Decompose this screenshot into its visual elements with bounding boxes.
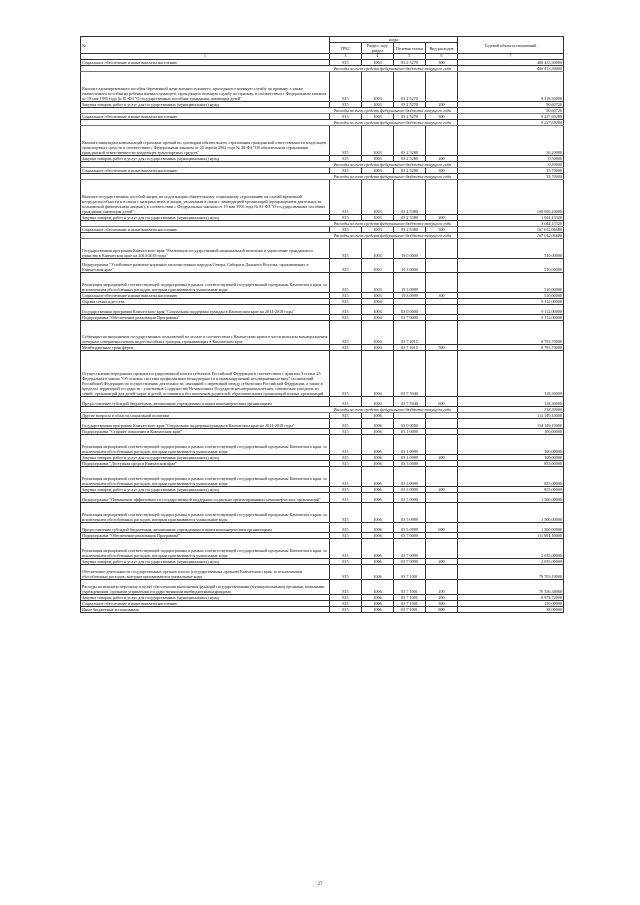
subtotal-amount: 9 227,69280 (458, 119, 564, 125)
row-name: Государственная программа Камчатского края "Социальная поддержка граждан в Камчатском крае на 2014-2018 годы" (81, 304, 330, 314)
row-razdel: 1003 (362, 155, 394, 161)
row-amount: 38,00000 (458, 606, 564, 612)
row-razdel: 1006 (362, 594, 394, 600)
row-razdel: 1006 (362, 428, 394, 434)
row-razdel: 1004 (362, 298, 394, 304)
row-amount: 510,00000 (458, 292, 564, 298)
row-amount: 510,00000 (458, 238, 564, 258)
row-razdel: 1006 (362, 538, 394, 558)
row-amount: 2 035,00000 (458, 538, 564, 558)
subtotal-label: Расходы за счет средств федерального бюджета текущего года (81, 65, 458, 71)
row-expense-type (426, 492, 458, 502)
row-expense-type (426, 538, 458, 558)
row-expense-type: 200 (426, 155, 458, 161)
row-razdel: 1004 (362, 314, 394, 320)
row-name: Реализация мероприятий соответствующей подпрограммы в рамках соответствующей государственной программы Камчатского края, за исключением обособленных расходов, которым присваиваются уникальные коды (81, 538, 330, 558)
row-grbs: 815 (330, 272, 362, 292)
row-grbs: 815 (330, 558, 362, 564)
row-amount: 168 056,20000 (458, 179, 564, 214)
row-razdel: 1006 (362, 532, 394, 538)
row-grbs: 815 (330, 486, 362, 492)
row-amount: 8 978,72000 (458, 594, 564, 600)
row-target-article: 03 7 4015 (394, 320, 426, 344)
row-expense-type (426, 179, 458, 214)
row-name: Подпрограмма "Обеспечение реализации Программы" (81, 314, 330, 320)
row-grbs: 815 (330, 226, 362, 232)
table-row (81, 434, 564, 454)
row-name: Межбюджетные трансферты (81, 344, 330, 350)
row-expense-type (426, 258, 458, 272)
column-index: 7 (458, 54, 564, 60)
row-razdel: 1003 (362, 167, 394, 173)
row-target-article: 03 0 0000 (394, 304, 426, 314)
row-grbs: 815 (330, 298, 362, 304)
row-amount: 9 112,00000 (458, 304, 564, 314)
row-expense-type: 200 (426, 558, 458, 564)
row-target-article: 19 3 0999 (394, 292, 426, 298)
row-target-article: 03 7 1001 (394, 606, 426, 612)
row-amount: 114 149,10000 (458, 418, 564, 428)
row-grbs: 815 (330, 428, 362, 434)
row-razdel: 1004 (362, 350, 394, 396)
row-razdel: 1006 (362, 502, 394, 522)
row-grbs: 815 (330, 292, 362, 298)
row-grbs: 815 (330, 179, 362, 214)
row-expense-type: 300 (426, 600, 458, 606)
row-razdel: 1006 (362, 466, 394, 486)
row-target-article: 03 2 5270 (394, 71, 426, 101)
row-razdel: 1003 (362, 71, 394, 101)
subtotal-amount: 318,30000 (458, 406, 564, 412)
row-name: Предоставление субсидий бюджетным, автономным учреждениям и иным некоммерческим организациям (81, 522, 330, 532)
row-expense-type (426, 564, 458, 579)
row-grbs: 815 (330, 71, 362, 101)
column-index: 5 (394, 54, 426, 60)
row-name: Охрана семьи и детства (81, 298, 330, 304)
row-target-article: 19 3 0000 (394, 258, 426, 272)
row-expense-type: 300 (426, 292, 458, 298)
row-grbs: 815 (330, 564, 362, 579)
row-target-article: 03 5 0000 (394, 492, 426, 502)
row-expense-type: 300 (426, 226, 458, 232)
subtotal-amount: 90,60720 (458, 107, 564, 113)
row-razdel: 1006 (362, 492, 394, 502)
row-grbs: 815 (330, 314, 362, 320)
row-target-article: 03 7 0000 (394, 532, 426, 538)
row-grbs: 815 (330, 258, 362, 272)
row-target-article: 19 0 0000 (394, 238, 426, 258)
table-row (81, 466, 564, 486)
row-expense-type: 200 (426, 101, 458, 107)
row-razdel: 1006 (362, 606, 394, 612)
row-amount: 1 500,00000 (458, 502, 564, 522)
row-name: Предоставление субсидий бюджетным, автономным учреждениям и иным некоммерческим организациям (81, 396, 330, 406)
row-name: Подпрограмма "Старшее поколение в Камчатском крае" (81, 428, 330, 434)
subtotal-label: Расходы за счет средств федерального бюджета текущего года (81, 119, 458, 125)
table-row (81, 606, 564, 612)
row-grbs: 815 (330, 396, 362, 406)
row-target-article: 03 2 5380 (394, 214, 426, 220)
row-expense-type: 300 (426, 59, 458, 65)
row-amount: 35,70000 (458, 167, 564, 173)
budget-table (80, 36, 564, 613)
row-expense-type (426, 304, 458, 314)
row-razdel: 1006 (362, 522, 394, 532)
row-expense-type (426, 320, 458, 344)
row-name: Социальное обеспечение и иные выплаты населению (81, 226, 330, 232)
row-amount: 130,00000 (458, 600, 564, 606)
row-amount: 90,60720 (458, 101, 564, 107)
row-expense-type: 200 (426, 594, 458, 600)
row-amount: 9 227,69280 (458, 113, 564, 119)
row-target-article: 03 7 1001 (394, 594, 426, 600)
row-name: Реализация мероприятий соответствующей подпрограммы в рамках соответствующей государственной программы Камчатского края, за исключением обособленных расходов, которым присваиваются уникальные коды (81, 466, 330, 486)
subtotal-label: Расходы за счет средств федерального бюджета текущего года (81, 220, 458, 226)
row-amount: 406 413,30000 (458, 59, 564, 65)
row-razdel: 1006 (362, 460, 394, 466)
row-amount: 510,00000 (458, 272, 564, 292)
header-grbs: ГРБС (330, 43, 362, 54)
row-grbs: 815 (330, 350, 362, 396)
row-grbs: 815 (330, 460, 362, 466)
row-grbs: 815 (330, 238, 362, 258)
row-name: Другие вопросы в области социальной политики (81, 412, 330, 418)
page-number: 27 (317, 882, 323, 887)
row-name: Выплата инвалидам компенсаций страховых премий по договорам обязательного страхования гражданской ответственности владельцев транспортных средств в соответствии с Федеральным законом от 25 апреля 2002 года № 40-ФЗ "Об обязательном страховании гражданской ответственности владельцев транспортных средств" (81, 125, 330, 155)
row-name: Обеспечение деятельности государственных органов власти (государственных органов) Камчатского края, за исключением обособленных расходов, которым присваиваются уникальные коды (81, 564, 330, 579)
row-target-article: 03 2 5280 (394, 167, 426, 173)
row-razdel: 1003 (362, 113, 394, 119)
row-name: Расходы на выплаты персоналу в целях обеспечения выполнения функций государственными (муниципальными) органами, казенными учреждениями, органами управления государственными внебюджетными фондами (81, 579, 330, 594)
header-cel: Целевая статья (394, 43, 426, 54)
row-amount: 9 318,30000 (458, 71, 564, 101)
subtotal-label: Расходы за счет средств федерального бюджета текущего года (81, 161, 458, 167)
subtotal-amount: 35,70000 (458, 173, 564, 179)
row-target-article: 03 0 0000 (394, 418, 426, 428)
row-razdel: 1006 (362, 434, 394, 454)
row-amount: 8 793,70000 (458, 320, 564, 344)
row-grbs: 815 (330, 606, 362, 612)
header-num: № (81, 37, 330, 54)
row-expense-type: 600 (426, 522, 458, 532)
row-razdel: 1003 (362, 238, 394, 258)
row-grbs: 815 (330, 304, 362, 314)
row-razdel: 1003 (362, 179, 394, 214)
row-target-article: 03 2 5280 (394, 155, 426, 161)
row-name: Реализация мероприятий соответствующей подпрограммы в рамках соответствующей государственной программы Камчатского края, за исключением обособленных расходов, которым присваиваются уникальные коды (81, 272, 330, 292)
table-row (81, 396, 564, 406)
row-amount: 8 793,70000 (458, 344, 564, 350)
table-row (81, 272, 564, 292)
row-grbs: 815 (330, 344, 362, 350)
row-name: Осуществление переданных органам государственной власти субъектов Российской Федерации в соответствии с пунктом 3 статьи 25 Федерального закона "Об основах системы профилактики безнадзорности и правонарушений несовершеннолетних" полномочий Российской Федерации по осуществлению деятельности, связанной с перевозкой между субъектами Российской Федерации, а также в пределах территорий государств - участников Содружества Независимых Государств несовершеннолетних, самовольно ушедших из семей, организаций для детей-сирот и детей, оставшихся без попечения родителей, образовательных организаций и иных организаций (81, 350, 330, 396)
row-razdel: 1004 (362, 344, 394, 350)
table-body (81, 59, 564, 612)
subtotal-label: Расходы за счет средств федерального бюджета текущего года (81, 107, 458, 113)
table-row (81, 502, 564, 522)
row-name: Закупка товаров, работ и услуг для государственных (муниципальных) нужд (81, 214, 330, 220)
row-amount: 114 149,10000 (458, 412, 564, 418)
row-name: Подпрограмма "Повышение эффективности государственной поддержки социально ориентированных некоммерческих организаций" (81, 492, 330, 502)
row-target-article: 03 5 0999 (394, 522, 426, 532)
row-name: Закупка товаров, работ и услуг для государственных (муниципальных) нужд (81, 101, 330, 107)
row-amount: 100,00000 (458, 454, 564, 460)
row-grbs: 815 (330, 155, 362, 161)
row-amount: 100,00000 (458, 428, 564, 434)
row-expense-type: 200 (426, 214, 458, 220)
row-razdel: 1006 (362, 600, 394, 606)
row-amount: 855,00000 (458, 486, 564, 492)
row-amount: 111 694,10000 (458, 532, 564, 538)
subtotal-amount: 1 044,13320 (458, 220, 564, 226)
table-row (81, 125, 564, 155)
subtotal-amount: 167 012,06680 (458, 232, 564, 238)
row-razdel: 1004 (362, 304, 394, 314)
subtotal-label: Расходы за счет средств федерального бюджета текущего года (81, 173, 458, 179)
row-name: Подпрограмма "Устойчивое развитие коренных малочисленных народов Севера, Сибири и Дальнего Востока, проживающих в Камчатском крае" (81, 258, 330, 272)
table-row (81, 492, 564, 502)
row-razdel: 1004 (362, 396, 394, 406)
row-target-article: 03 1 0999 (394, 454, 426, 460)
row-razdel: 1006 (362, 558, 394, 564)
row-name: Государственная программа Камчатского края "Социальная поддержка граждан в Камчатском крае на 2014-2018 годы" (81, 418, 330, 428)
row-razdel: 1004 (362, 320, 394, 344)
column-index: 4 (362, 54, 394, 60)
subtotal-label: Расходы за счет средств федерального бюджета текущего года (81, 232, 458, 238)
table-row (81, 538, 564, 558)
row-name: Иные бюджетные ассигнования (81, 606, 330, 612)
row-target-article: 03 2 5270 (394, 59, 426, 65)
row-grbs: 815 (330, 600, 362, 606)
row-name: Социальное обеспечение и иные выплаты населению (81, 167, 330, 173)
column-index: 1 (81, 54, 330, 60)
table-row (81, 238, 564, 258)
row-grbs: 815 (330, 412, 362, 418)
row-name: Закупка товаров, работ и услуг для государственных (муниципальных) нужд (81, 454, 330, 460)
row-razdel: 1006 (362, 564, 394, 579)
header-vid: Вид расходов (426, 43, 458, 54)
row-grbs: 815 (330, 492, 362, 502)
row-grbs: 815 (330, 502, 362, 522)
row-target-article: 03 2 5380 (394, 179, 426, 214)
row-grbs: 815 (330, 167, 362, 173)
row-expense-type: 500 (426, 344, 458, 350)
row-razdel: 1003 (362, 226, 394, 232)
header-sum: Годовой объем ассигнований (458, 37, 564, 54)
row-grbs: 815 (330, 522, 362, 532)
row-target-article: 03 2 5280 (394, 125, 426, 155)
row-razdel: 1003 (362, 101, 394, 107)
row-grbs: 815 (330, 466, 362, 486)
row-expense-type (426, 502, 458, 522)
row-target-article: 03 7 0000 (394, 314, 426, 320)
header-codes: коды (330, 37, 458, 43)
row-name: Реализация мероприятий соответствующей подпрограммы в рамках соответствующей государственной программы Камчатского края, за исключением обособленных расходов, которым присваиваются уникальные коды (81, 434, 330, 454)
row-amount: 855,00000 (458, 466, 564, 486)
row-expense-type: 100 (426, 579, 458, 594)
row-target-article: 03 2 5270 (394, 113, 426, 119)
table-row (81, 71, 564, 101)
row-amount: 1 500,00000 (458, 492, 564, 502)
row-expense-type (426, 272, 458, 292)
row-amount: 318,30000 (458, 350, 564, 396)
row-amount: 9 112,00000 (458, 314, 564, 320)
row-grbs: 815 (330, 579, 362, 594)
row-razdel: 1006 (362, 418, 394, 428)
subtotal-amount: 406 413,30000 (458, 65, 564, 71)
row-expense-type (426, 238, 458, 258)
row-target-article: 03 7 4015 (394, 344, 426, 350)
row-target-article: 03 3 0000 (394, 460, 426, 466)
header-razdel: Раздел, под-раздел (362, 43, 394, 54)
subtotal-amount: 0,50000 (458, 161, 564, 167)
row-razdel: 1006 (362, 454, 394, 460)
row-amount: 36,20000 (458, 125, 564, 155)
row-razdel: 1003 (362, 125, 394, 155)
row-target-article: 03 3 0999 (394, 486, 426, 492)
row-amount: 855,00000 (458, 460, 564, 466)
table-row (81, 564, 564, 579)
row-razdel: 1006 (362, 579, 394, 594)
row-target-article: 03 7 5940 (394, 350, 426, 396)
row-amount: 167 012,06680 (458, 226, 564, 232)
row-target-article: 03 7 0999 (394, 538, 426, 558)
column-index: 6 (426, 54, 458, 60)
row-target-article: 03 7 0999 (394, 558, 426, 564)
table-row (81, 179, 564, 214)
row-name: Подпрограмма "Доступная среда в Камчатском крае" (81, 460, 330, 466)
subtotal-label: Расходы за счет средств федерального бюджета текущего года (81, 406, 458, 412)
row-grbs: 815 (330, 454, 362, 460)
row-expense-type (426, 125, 458, 155)
row-amount: 0,50000 (458, 155, 564, 161)
table-row (81, 350, 564, 396)
row-grbs: 815 (330, 125, 362, 155)
row-name: Социальное обеспечение и иные выплаты населению (81, 59, 330, 65)
row-razdel: 1003 (362, 272, 394, 292)
row-name: Закупка товаров, работ и услуг для государственных (муниципальных) нужд (81, 558, 330, 564)
row-grbs: 815 (330, 59, 362, 65)
row-razdel: 1003 (362, 59, 394, 65)
row-grbs: 815 (330, 418, 362, 428)
row-grbs: 815 (330, 113, 362, 119)
row-expense-type (426, 418, 458, 428)
row-target-article: 03 3 0999 (394, 466, 426, 486)
table-row (81, 320, 564, 344)
row-target-article: 03 7 1001 (394, 579, 426, 594)
row-name: Социальное обеспечение и иные выплаты населению (81, 113, 330, 119)
row-target-article: 03 7 5940 (394, 396, 426, 406)
row-grbs: 815 (330, 320, 362, 344)
row-target-article: 03 5 0999 (394, 502, 426, 522)
row-amount: 318,30000 (458, 396, 564, 406)
row-amount: 1 044,13320 (458, 214, 564, 220)
row-amount: 79 703,10000 (458, 564, 564, 579)
table-row (81, 258, 564, 272)
table-row (81, 304, 564, 314)
table-row (81, 522, 564, 532)
row-razdel: 1003 (362, 214, 394, 220)
row-name: Реализация мероприятий соответствующей подпрограммы в рамках соответствующей государственной программы Камчатского края, за исключением обособленных расходов, которым присваиваются уникальные коды (81, 502, 330, 522)
row-amount: 2 035,00000 (458, 558, 564, 564)
row-name: Социальное обеспечение и иные выплаты населению (81, 600, 330, 606)
table-row (81, 579, 564, 594)
row-grbs: 815 (330, 532, 362, 538)
row-name: Субвенции на выполнение государственных полномочий по оплате в соответствии с Камчатским краем в части выплаты вознаграждения опекунам совершеннолетних недееспособных граждан, проживающих в Камчатском крае (81, 320, 330, 344)
row-expense-type (426, 434, 458, 454)
row-name: Социальное обеспечение и иные выплаты населению (81, 292, 330, 298)
row-expense-type: 200 (426, 454, 458, 460)
row-target-article: 03 2 5270 (394, 101, 426, 107)
row-target-article: 03 1 0000 (394, 428, 426, 434)
row-expense-type: 200 (426, 486, 458, 492)
row-amount: 9 112,00000 (458, 298, 564, 304)
row-name: Государственная программа Камчатского края "Реализация государственной национальной политики и укрепление гражданского единства в Камчатском крае на 2014-2018 годы" (81, 238, 330, 258)
row-name: Закупка товаров, работ и услуг для государственных (муниципальных) нужд (81, 486, 330, 492)
row-grbs: 815 (330, 101, 362, 107)
row-grbs: 815 (330, 538, 362, 558)
row-expense-type (426, 466, 458, 486)
row-expense-type: 800 (426, 606, 458, 612)
row-razdel: 1006 (362, 486, 394, 492)
row-target-article: 03 1 0999 (394, 434, 426, 454)
row-name: Закупка товаров, работ и услуг для государственных (муниципальных) нужд (81, 155, 330, 161)
row-target-article: 03 7 1001 (394, 564, 426, 579)
row-amount: 510,00000 (458, 258, 564, 272)
row-expense-type (426, 71, 458, 101)
row-grbs: 815 (330, 214, 362, 220)
row-target-article: 19 3 0999 (394, 272, 426, 292)
row-expense-type: 600 (426, 396, 458, 406)
table-row (81, 418, 564, 428)
row-amount: 100,00000 (458, 434, 564, 454)
row-razdel: 1003 (362, 292, 394, 298)
row-grbs: 815 (330, 434, 362, 454)
row-expense-type: 300 (426, 113, 458, 119)
row-razdel: 1006 (362, 412, 394, 418)
row-expense-type (426, 350, 458, 396)
row-expense-type: 300 (426, 167, 458, 173)
row-grbs: 815 (330, 594, 362, 600)
row-name: Подпрограмма "Обеспечение реализации Программы" (81, 532, 330, 538)
row-amount: 1 500,00000 (458, 522, 564, 532)
row-target-article: 03 7 1001 (394, 600, 426, 606)
row-target-article: 03 2 5380 (394, 226, 426, 232)
row-amount: 70 556,38060 (458, 579, 564, 594)
row-name: Закупка товаров, работ и услуг для государственных (муниципальных) нужд (81, 594, 330, 600)
row-name: Выплата государственных пособий лицам, не подлежащим обязательному социальному страхованию на случай временной нетрудоспособности и в связи с материнством, и лицам, уволенным в связи с ликвидацией организаций (прекращением деятельности, полномочий физическими лицами), в соответствии с Федеральным законом от 19 мая 1995 года № 81-ФЗ "О государственных пособиях гражданам, имеющим детей" (81, 179, 330, 214)
row-razdel: 1003 (362, 258, 394, 272)
column-index: 3 (330, 54, 362, 60)
budget-sheet (80, 36, 564, 613)
row-name: Выплата единовременного пособия беременной жене военнослужащего, проходящего военную службу по призыву, а также ежемесячного пособия на ребенка военнослужащего, проходящего военную службу по призыву, в соответствии с Федеральным законом от 19 мая 1995 года № 81-ФЗ "О государственных пособиях гражданам, имеющим детей" (81, 71, 330, 101)
